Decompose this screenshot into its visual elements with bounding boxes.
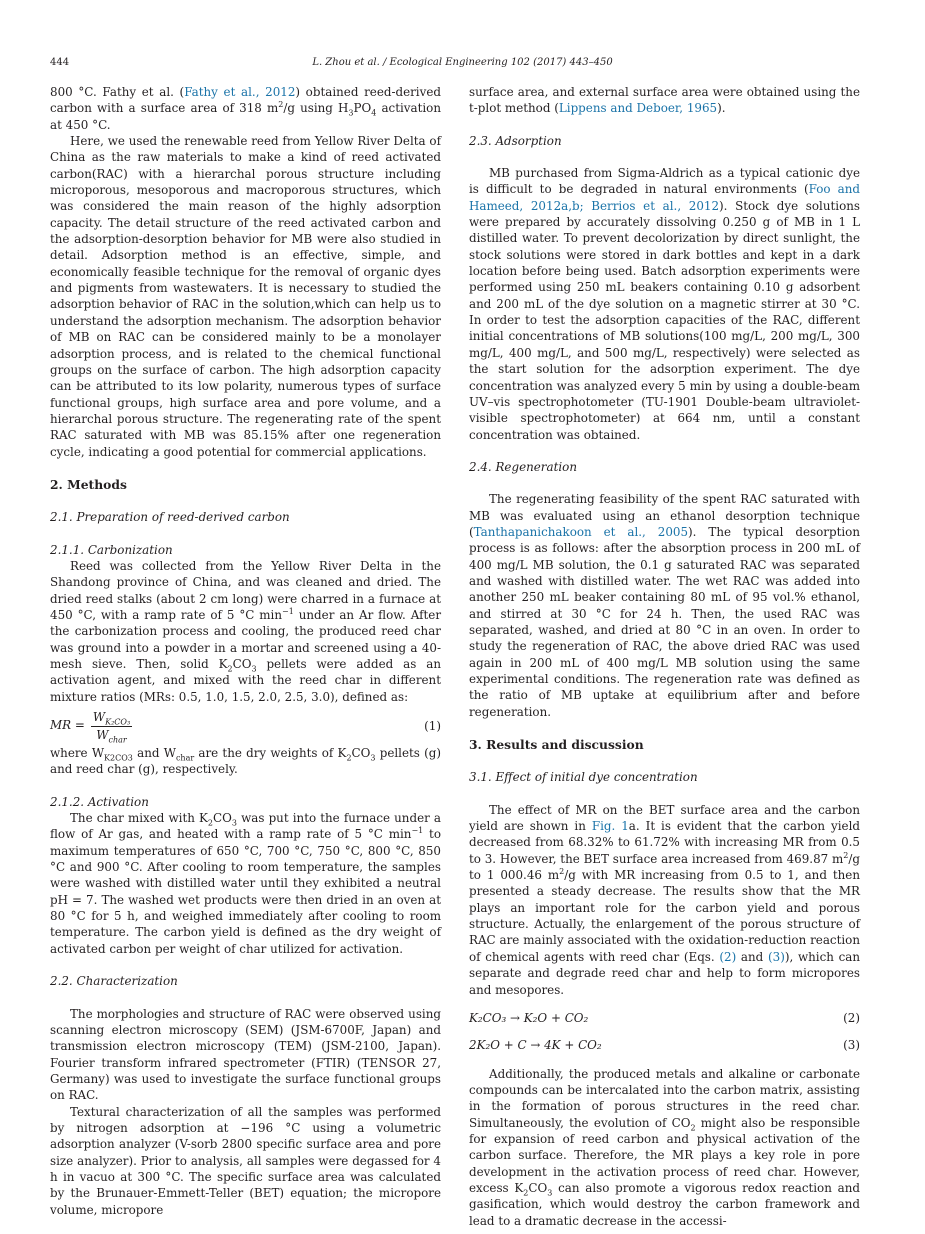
- equation-number: (3): [843, 1038, 860, 1053]
- paragraph: surface area, and external surface area were obtained using the t-plot method (Lippens and Deboer, 1965).: [469, 85, 860, 116]
- page-number: 444: [50, 57, 70, 68]
- running-head: L. Zhou et al. / Ecological Engineering 102 (2017) 443–450: [312, 57, 613, 68]
- equation-1: MR = $\frac{W_{K_2CO_3}}{W_{char}}$ (1): [50, 710, 441, 744]
- paragraph: The effect of MR on the BET surface area and the carbon yield are shown in Fig. 1a. It is evident that the carbon yield decreased from 68.32% to 61.72% with increasing MR from 0.5 to 3. However, the BET surface area increased from 469.87 $m^2/g$ to 1 000.46 $m^2/g$ with MR increasing from 0.5 to 1, and then presented a steady decrease. The results show that the MR plays an important role for the carbon yield and porous structure. Actually, the enlargement of the porous structure of RAC are mainly associated with the oxidation-reduction reaction of chemical agents with reed char (Eqs. (2) and (3)), which can separate and degrade reed char and help to form micropores and mesopores.: [469, 802, 861, 997]
- subsubsection-heading: 2.1.2. Activation: [50, 794, 149, 809]
- paragraph: 800 °C. Fathy et al. (Fathy et al., 2012) obtained reed-derived carbon with a surface area of 318 $m^2/g$ using $H_3PO_4$ activation at 450 °C.: [50, 85, 441, 132]
- section-heading-methods: 2. Methods: [50, 476, 127, 492]
- citation-link[interactable]: Fathy et al., 2012: [184, 85, 296, 99]
- paragraph: Reed was collected from the Yellow River Delta in the Shandong province of China, and was cleaned and dried. The dried reed stalks (about 2 cm long) were charred in a furnace at 450 °C, with a ramp rate of 5 °C $\min^{-1}$ under an Ar flow. After the carbonization process and cooling, the produced reed char was ground into a powder in a mortar and screened using a 40-mesh sieve. Then, solid $K_2CO_3$ pellets were added as an activation agent, and mixed with the reed char in different mixture ratios (MRs: 0.5, 1.0, 1.5, 2.0, 2.5, 3.0), defined as:: [50, 558, 441, 704]
- subsection-heading: 2.2. Characterization: [50, 974, 178, 989]
- equation-link[interactable]: (2): [719, 949, 737, 964]
- paragraph: The morphologies and structure of RAC were observed using scanning electron microscopy (SEM) (JSM-6700F, Japan) and transmission electron microscopy (TEM) (JSM-2100, Japan). Fourier transform infrared spectrometer (FTIR) (TENSOR 27, Germany) was used to investigate the surface functional groups on RAC.: [50, 1006, 441, 1103]
- equation-3: 2K₂O + C → 4K + CO₂ (3): [469, 1038, 860, 1053]
- subsection-heading: 3.1. Effect of initial dye concentration: [469, 770, 698, 785]
- figure-link[interactable]: Fig. 1: [591, 819, 629, 834]
- section-heading-results: 3. Results and discussion: [469, 737, 644, 753]
- equation-number: (1): [424, 718, 441, 733]
- citation-link[interactable]: Lippens and Deboer, 1965: [558, 101, 718, 116]
- equation-link[interactable]: (3): [768, 949, 785, 964]
- subsection-heading: 2.1. Preparation of reed-derived carbon: [50, 510, 290, 525]
- paragraph: The regenerating feasibility of the spent RAC saturated with MB was evaluated using an ethanol desorption technique (Tanthapanichakoon et al., 2005). The typical desorption process is as follows: after the absorption process in 200 mL of 400 mg/L MB solution, the 0.1 g saturated RAC was separated and washed with distilled water. The wet RAC was added into another 250 mL beaker containing 80 mL of 95 vol.% ethanol, and stirred at 30 °C for 24 h. Then, the used RAC was separated, washed, and dried at 80 °C in an oven. In order to study the regeneration of RAC, the above dried RAC was used again in 200 mL of 400 mg/L MB solution using the same experimental conditions. The regeneration rate was defined as the ratio of MB uptake at equilibrium after and before regeneration.: [469, 492, 860, 719]
- subsubsection-heading: 2.1.1. Carbonization: [50, 542, 173, 557]
- subsection-heading: 2.4. Regeneration: [469, 459, 577, 474]
- paragraph: Here, we used the renewable reed from Yellow River Delta of China as the raw materials to make a kind of reed activated carbon(RAC) with a hierarchal porous structure including microporous, mesoporous and macroporous structures, which was considered the main reason of the highly adsorption capacity. The detail structure of the reed activated carbon and the adsorption-desorption behavior for MB were also studied in detail. Adsorption method is an effective, simple, and economically feasible technique for the removal of organic dyes and pigments from wastewaters. It is necessary to studied the adsorption behavior of RAC in the solution,which can help us to understand the adsorption mechanism. The adsorption behavior of MB on RAC can be considered mainly to be a monolayer adsorption process, and is related to the chemical functional groups on the surface of carbon. The high adsorption capacity can be attributed to its low polarity, numerous types of surface functional groups, high surface area and pore volume, and a hierarchal porous structure. The regenerating rate of the spent RAC saturated with MB was 85.15% after one regeneration cycle, indicating a good potential for commercial applications.: [50, 134, 441, 459]
- paragraph: where $W_{K2CO3}$ and $W_{char}$ are the dry weights of $K_2CO_3$ pellets (g) and reed char (g), respectively.: [50, 746, 441, 777]
- citation-link[interactable]: Tanthapanichakoon et al., 2005: [473, 524, 689, 539]
- citation-link[interactable]: Foo and Hameed, 2012a,b; Berrios et al., 2012: [469, 182, 860, 213]
- equation-2: K₂CO₃ → K₂O + CO₂ (2): [469, 1010, 860, 1025]
- paragraph: The char mixed with $K_2CO_3$ was put into the furnace under a flow of Ar gas, and heated with a ramp rate of 5 °C $\min^{-1}$ to maximum temperatures of 650 °C, 700 °C, 750 °C, 800 °C, 850 °C and 900 °C. After cooling to room temperature, the samples were washed with distilled water until they exhibited a neutral pH = 7. The washed wet products were then dried in an oven at 80 °C for 5 h, and weighed immediately after cooling to room temperature. The carbon yield is defined as the dry weight of activated carbon per weight of char utilized for activation.: [50, 811, 441, 956]
- subsection-heading: 2.3. Adsorption: [469, 133, 562, 148]
- paragraph: Additionally, the produced metals and alkaline or carbonate compounds can be intercalated into the carbon matrix, assisting in the formation of porous structures in the reed char. Simultaneously, the evolution of $CO_2$ might also be responsible for expansion of reed carbon and physical activation of the carbon surface. Therefore, the MR plays a key role in pore development in the activation process of reed char. However, excess $K_2CO_3$ can also promote a vigorous redox reaction and gasification, which would destroy the carbon framework and lead to a dramatic decrease in the accessi-: [469, 1066, 860, 1228]
- equation-number: (2): [843, 1010, 860, 1025]
- left-column: [50, 84, 441, 1218]
- right-column: [469, 84, 860, 1229]
- paragraph: MB purchased from Sigma-Aldrich as a typical cationic dye is difficult to be degraded in natural environments (Foo and Hameed, 2012a,b; Berrios et al., 2012). Stock dye solutions were prepared by accurately dissolving 0.250 g of MB in 1 L distilled water. To prevent decolorization by direct sunlight, the stock solutions were stored in dark bottles and kept in a dark location before being used. Batch adsorption experiments were performed using 250 mL beakers containing 0.10 g adsorbent and 200 mL of the dye solution on a magnetic stirrer at 30 °C. In order to test the adsorption capacities of the RAC, different initial concentrations of MB solutions(100 mg/L, 200 mg/L, 300 mg/L, 400 mg/L, and 500 mg/L, respectively) were selected as the start solution for the adsorption experiment. The dye concentration was analyzed every 5 min by using a double-beam UV–vis spectrophotometer (TU-1901 Double-beam ultraviolet-visible spectrophotometer) at 664 nm, until a constant concentration was obtained.: [469, 166, 860, 442]
- paragraph: Textural characterization of all the samples was performed by nitrogen adsorption at −196 °C using a volumetric adsorption analyzer (V-sorb 2800 specific surface area and pore size analyzer). Prior to analysis, all samples were degassed for 4 h in vacuo at 300 °C. The specific surface area was calculated by the Brunauer-Emmett-Teller (BET) equation; the micropore volume, micropore: [50, 1104, 441, 1217]
